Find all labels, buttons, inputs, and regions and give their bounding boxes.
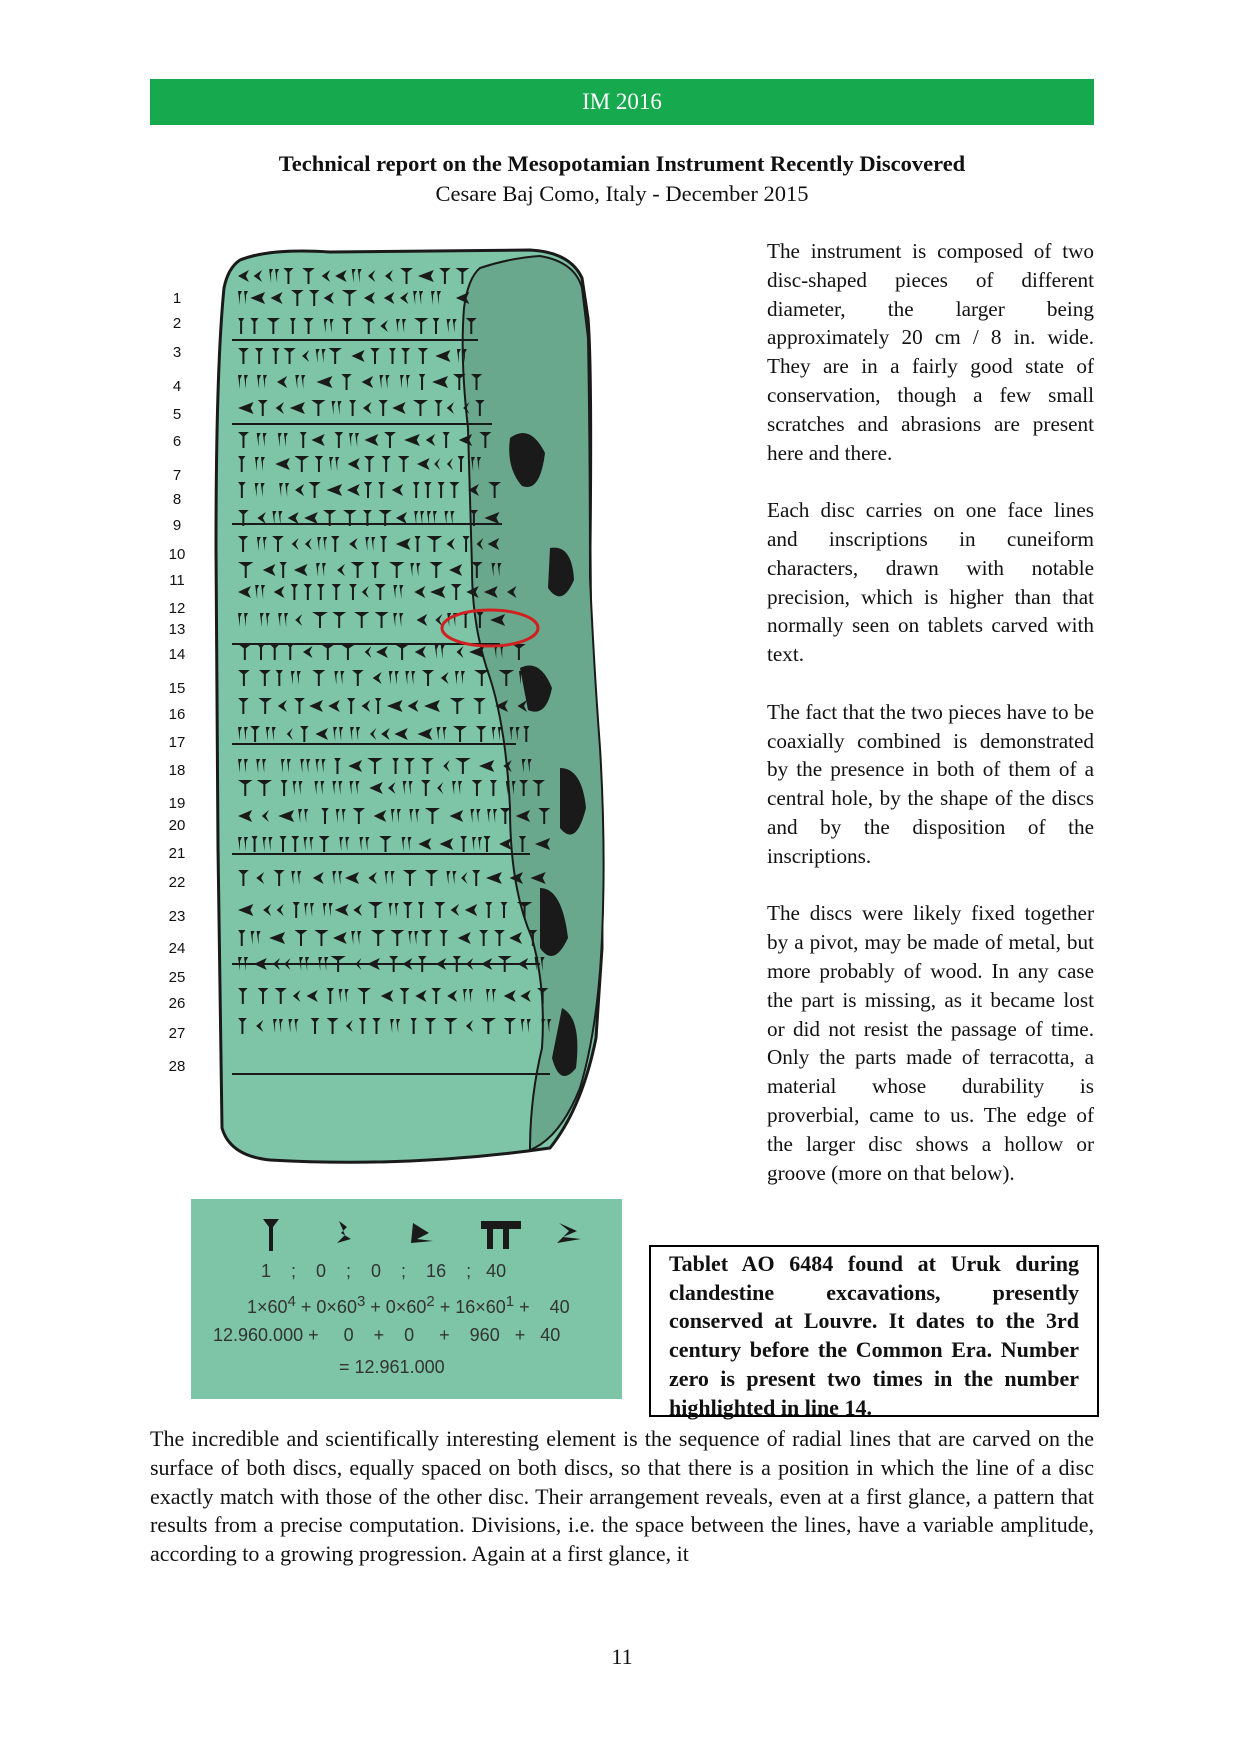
math-row-powers: $1\times 60^4 + 0\times 60^3 + 0\times 60^2 + 16\times 60^1$ + 40	[247, 1293, 570, 1317]
line-number: 23	[168, 908, 186, 925]
bottom-paragraph	[150, 1425, 1094, 1569]
paragraph-1: The instrument is composed of two disc-shaped pieces of different diameter, the larger being approximately 20 cm / 8 in. wide. They are in a fairly good state of conservation, though a few small scratches and abrasions are present here and there.	[767, 239, 1094, 465]
figure-caption: Tablet AO 6484 found at Uruk during clandestine excavations, presently conserved at Louvre. It dates to the 3rd century before the Common Era. Number zero is present two times in the number highlighted in line 14.	[649, 1245, 1099, 1417]
cuneiform-digit-signs	[191, 1199, 622, 1259]
line-number: 21	[168, 845, 186, 862]
sign-40	[557, 1223, 581, 1243]
line-number: 26	[168, 995, 186, 1012]
line-number: 19	[168, 795, 186, 812]
math-row-total: = 12.961.000	[339, 1357, 445, 1377]
line-number: 3	[172, 344, 182, 361]
line-number: 7	[172, 467, 182, 484]
sign-0a	[337, 1221, 351, 1243]
line-number: 24	[168, 940, 186, 957]
sign-0b	[411, 1223, 433, 1243]
line-number: 11	[169, 572, 185, 589]
line-number: 10	[168, 546, 186, 563]
line-number: 20	[168, 817, 186, 834]
line-number: 14	[168, 646, 186, 663]
line-number: 22	[168, 874, 186, 891]
math-row-digits: 1 ; 0 ; 0 ; 16 ; 40	[261, 1261, 507, 1281]
line-number: 8	[172, 491, 182, 508]
paragraph-4: The discs were likely fixed together by a pivot, may be made of metal, but more probably of wood. In any case the part is missing, as it became lost or did not resist the passage of time. Only the parts made of terracotta, a material whose durability is proverbial, came to us. The edge of the larger disc shows a hollow or groove (more on that below).	[767, 901, 1094, 1185]
line-number: 13	[168, 621, 186, 638]
sign-16	[481, 1221, 521, 1249]
paragraph-3: The fact that the two pieces have to be coaxially combined is demonstrated by the presence in both of them of a central hole, by the shape of the discs and by the disposition of the inscriptions.	[767, 699, 1094, 868]
article-title: Technical report on the Mesopotamian Instrument Recently Discovered	[278, 151, 966, 176]
line-number: 2	[172, 315, 182, 332]
line-number: 15	[168, 680, 186, 697]
paragraph-5: The incredible and scientifically interesting element is the sequence of radial lines that are carved on the surface of both discs, equally spaced on both discs, so that there is a position in which the line of a disc exactly match with those of the other disc. Their arrangement reveals, even at a first glance, a pattern that results from a precise computation. Divisions, i.e. the space between the lines, have a variable amplitude, according to a growing progression. Again at a first glance, it	[150, 1426, 1094, 1567]
line-number: 25	[168, 969, 186, 986]
page-number: 11	[611, 1644, 633, 1669]
paragraph-2: Each disc carries on one face lines and inscriptions in cuneiform characters, drawn with notable precision, which is higher than that normally seen on tablets carved with text.	[767, 498, 1094, 667]
sign-1	[263, 1219, 279, 1251]
line-number: 17	[168, 734, 186, 751]
line-number: 12	[168, 600, 186, 617]
sexagesimal-explanation-box	[191, 1199, 622, 1399]
line-number: 4	[172, 378, 182, 395]
cuneiform-tablet-illustration	[210, 248, 650, 1188]
line-number: 1	[172, 290, 182, 307]
tablet-line-numbers	[160, 290, 200, 1190]
right-column-text	[767, 237, 1094, 1216]
line-number: 28	[168, 1058, 186, 1075]
line-number: 18	[168, 762, 186, 779]
line-number: 6	[172, 433, 182, 450]
line-number: 27	[168, 1025, 186, 1042]
line-number: 9	[172, 517, 182, 534]
line-number: 16	[168, 706, 186, 723]
math-row-values: 12.960.000 + 0 + 0 + 960 + 40	[213, 1325, 561, 1345]
author-line: Cesare Baj Como, Italy - December 2015	[435, 181, 809, 206]
line-number: 5	[172, 406, 182, 423]
journal-banner: IM 2016	[150, 79, 1094, 125]
